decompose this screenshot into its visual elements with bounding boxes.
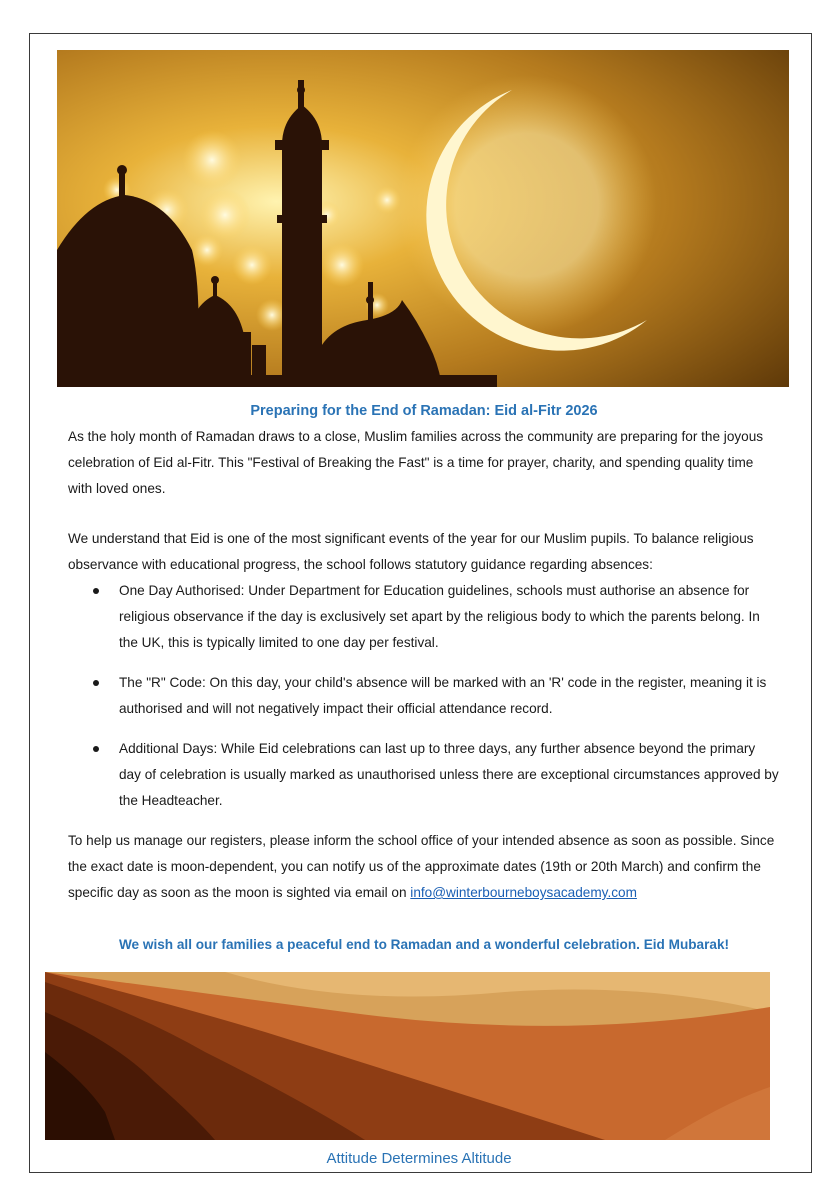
email-link[interactable]: info@winterbourneboysacademy.com [410, 885, 637, 900]
dunes-illustration [45, 972, 770, 1140]
bullet-icon [93, 746, 99, 752]
intro-paragraph: As the holy month of Ramadan draws to a close, Muslim families across the community are preparing for the joyous celebration of Eid al-Fitr. This "Festival of Breaking the Fast" is a time for prayer, charity, and spending quality time with loved ones. [68, 429, 764, 496]
list-item [68, 670, 780, 722]
policy-intro-paragraph: We understand that Eid is one of the most significant events of the year for our Muslim pupils. To balance religious observance with educational progress, the school follows statutory guidance regarding absences: [68, 531, 754, 572]
mosque-crescent-illustration [57, 50, 789, 387]
notify-paragraph [68, 828, 780, 906]
bullet-icon [93, 588, 99, 594]
closing-message: We wish all our families a peaceful end to Ramadan and a wonderful celebration. Eid Mubarak! [118, 937, 730, 952]
article-body [68, 400, 780, 958]
school-motto: Attitude Determines Altitude [326, 1150, 512, 1167]
list-item [68, 578, 780, 656]
bullet-icon [93, 680, 99, 686]
bullet-text: Additional Days: While Eid celebrations can last up to three days, any further absence beyond the primary day of celebration is usually marked as unauthorised unless there are exceptional circumstances approved by the Headteacher. [119, 741, 779, 808]
article-title: Preparing for the End of Ramadan: Eid al-Fitr 2026 [250, 403, 598, 419]
absence-policy-list [68, 578, 780, 814]
list-item [68, 736, 780, 814]
notify-text: To help us manage our registers, please inform the school office of your intended absence as soon as possible. Since the exact date is moon-dependent, you can notify us of the approximate dates (19th or 20th March) and confirm the specific day as soon as the moon is sighted via email on [68, 833, 775, 900]
bullet-text: One Day Authorised: Under Department for Education guidelines, schools must authorise an absence for religious observance if the day is exclusively set apart by the religious body to which the parents belong. In the UK, this is typically limited to one day per festival. [119, 583, 760, 650]
desert-dunes-image [45, 972, 770, 1140]
ramadan-hero-image [57, 50, 789, 387]
bullet-text: The "R" Code: On this day, your child's absence will be marked with an 'R' code in the register, meaning it is authorised and will not negatively impact their official attendance record. [119, 675, 767, 716]
